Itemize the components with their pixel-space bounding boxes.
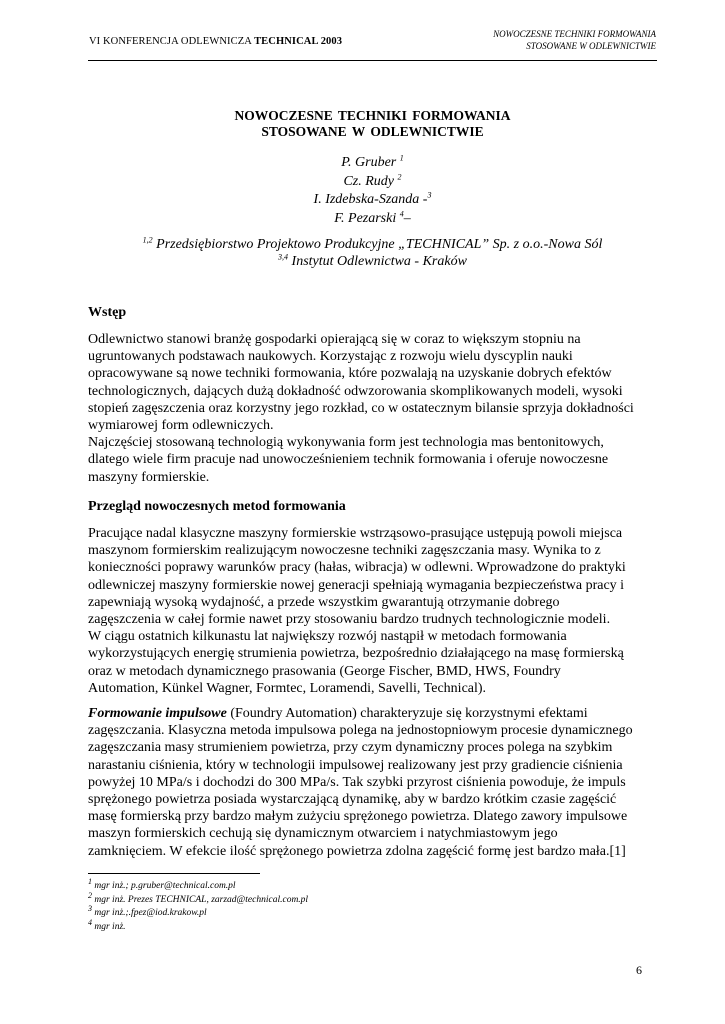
author-list [88, 154, 657, 228]
footnote: $^3$ mgr inż.;.fpez@iod.krakow.pl [88, 903, 207, 918]
running-header-right [493, 28, 656, 52]
running-title-line-2: STOSOWANE W ODLEWNICTWIE [526, 41, 656, 51]
review-paragraph: Pracujące nadal klasyczne maszyny formierskie wstrząsowo-prasujące ustępują powoli miejsca maszynom formierskim realizującym nowoczesne techniki zagęszczania masy. Wynika to z konieczności poprawy warunków pracy (hałas, wibracja) w odlewni. Wprowadzone do praktyki odlewniczej maszyny formierskie nowej generacji spełniają wymagania bezpieczeństwa pracy i zapewniają wysoką wydajność, a przede wszystkim gwarantują otrzymanie dobrego zagęszczenia w całej formie nawet przy stosowaniu bardzo trudnych technologicznie modeli. W ciągu ostatnich kilkunastu lat największy rozwój nastąpił w metodach formowania wykorzystujących energię strumienia powietrza, bezpośrednio działającego na masę formierską oraz w metodach dynamicznego prasowania (George Fischer, BMD, HWS, Foundry Automation, Künkel Wagner, Formtec, Loramendi, Savelli, Technical). [88, 526, 626, 696]
affiliation-line: $^{3,4}$ Instytut Odlewnictwa - Kraków [278, 251, 467, 269]
title-line-1: NOWOCZESNE TECHNIKI FORMOWANIA [234, 108, 511, 123]
impulse-term: Formowanie impulsowe [88, 706, 227, 721]
affiliations [88, 237, 657, 270]
paper-title [88, 108, 657, 140]
page-number: 6 [636, 963, 642, 977]
conference-name: VI KONFERENCJA ODLEWNICZA [89, 36, 255, 47]
section-heading-intro: Wstęp [88, 305, 127, 320]
section-heading-review: Przegląd nowoczesnych metod formowania [88, 499, 346, 514]
author-line: I. Izdebska-Szanda -$^3$ [313, 190, 432, 207]
intro-paragraph: Odlewnictwo stanowi branżę gospodarki opierającą się w coraz to większym stopniu na ugruntowanych podstawach naukowych. Korzystając z rozwoju wielu dyscyplin nauki opracowywane są nowe techniki formowania, które pozwalają na uzyskanie dobrych efektów technologicznych, dających dużą dokładność odwzorowania skomplikowanych modeli, wysoki stopień zagęszczenia oraz korzystny jego rozkład, co w ostatecznym bilansie sprzyja dokładności wymiarowej form odlewniczych. Najczęściej stosowaną technologią wykonywania form jest technologia mas bentonitowych, dlatego wiele firm pracuje nad unowocześnieniem technik formowania i oferuje nowoczesne maszyny formierskie. [88, 332, 634, 485]
footnote: $^2$ mgr inż. Prezes TECHNICAL, zarzad@technical.com.pl [88, 890, 309, 905]
running-title-line-1: NOWOCZESNE TECHNIKI FORMOWANIA [493, 29, 656, 39]
conference-name-bold: TECHNICAL 2003 [254, 36, 343, 47]
author-line: P. Gruber $^1$ [341, 153, 404, 170]
footnote: $^4$ mgr inż. [88, 917, 126, 932]
footnotes [88, 876, 309, 934]
author-line: F. Pezarski $^4$– [334, 208, 411, 226]
impulse-paragraph: Formowanie impulsowe (Foundry Automation) charakteryzuje się korzystnymi efektami zagęszczania. Klasyczna metoda impulsowa polega na jednostopniowym procesie dynamicznego zagęszczania masy strumieniem powietrza, przy czym dynamiczny proces polega na szybkim narastaniu ciśnienia, który w technologii impulsowej realizowany jest przy gradiencie ciśnienia powyżej 10 MPa/s i dochodzi do 300 MPa/s. Tak szybki przyrost ciśnienia powoduje, że impuls sprężonego powietrza posiada wystarczającą dynamikę, aby w bardzo krótkim czasie zagęścić masę formierską przy bardzo małym zużyciu sprężonego powietrza. Dlatego zawory impulsowe maszyn formierskich cechują się dynamicznym otwarciem i natychmiastowym jego zamknięciem. W efekcie ilość sprężonego powietrza zdolna zagęścić formę jest bardzo mała.[1] [88, 706, 633, 859]
affiliation-line: $^{1,2}$ Przedsiębiorstwo Projektowo Produkcyjne „TECHNICAL” Sp. z o.o.-Nowa Sól [142, 235, 603, 252]
running-header-left [89, 36, 342, 47]
footnote-divider [88, 873, 260, 874]
title-line-2: STOSOWANE W ODLEWNICTWIE [261, 124, 484, 139]
footnote: $^1$ mgr inż.; p.gruber@technical.com.pl [88, 876, 236, 891]
author-line: Cz. Rudy $^2$ [343, 171, 402, 189]
header-divider [88, 60, 657, 61]
